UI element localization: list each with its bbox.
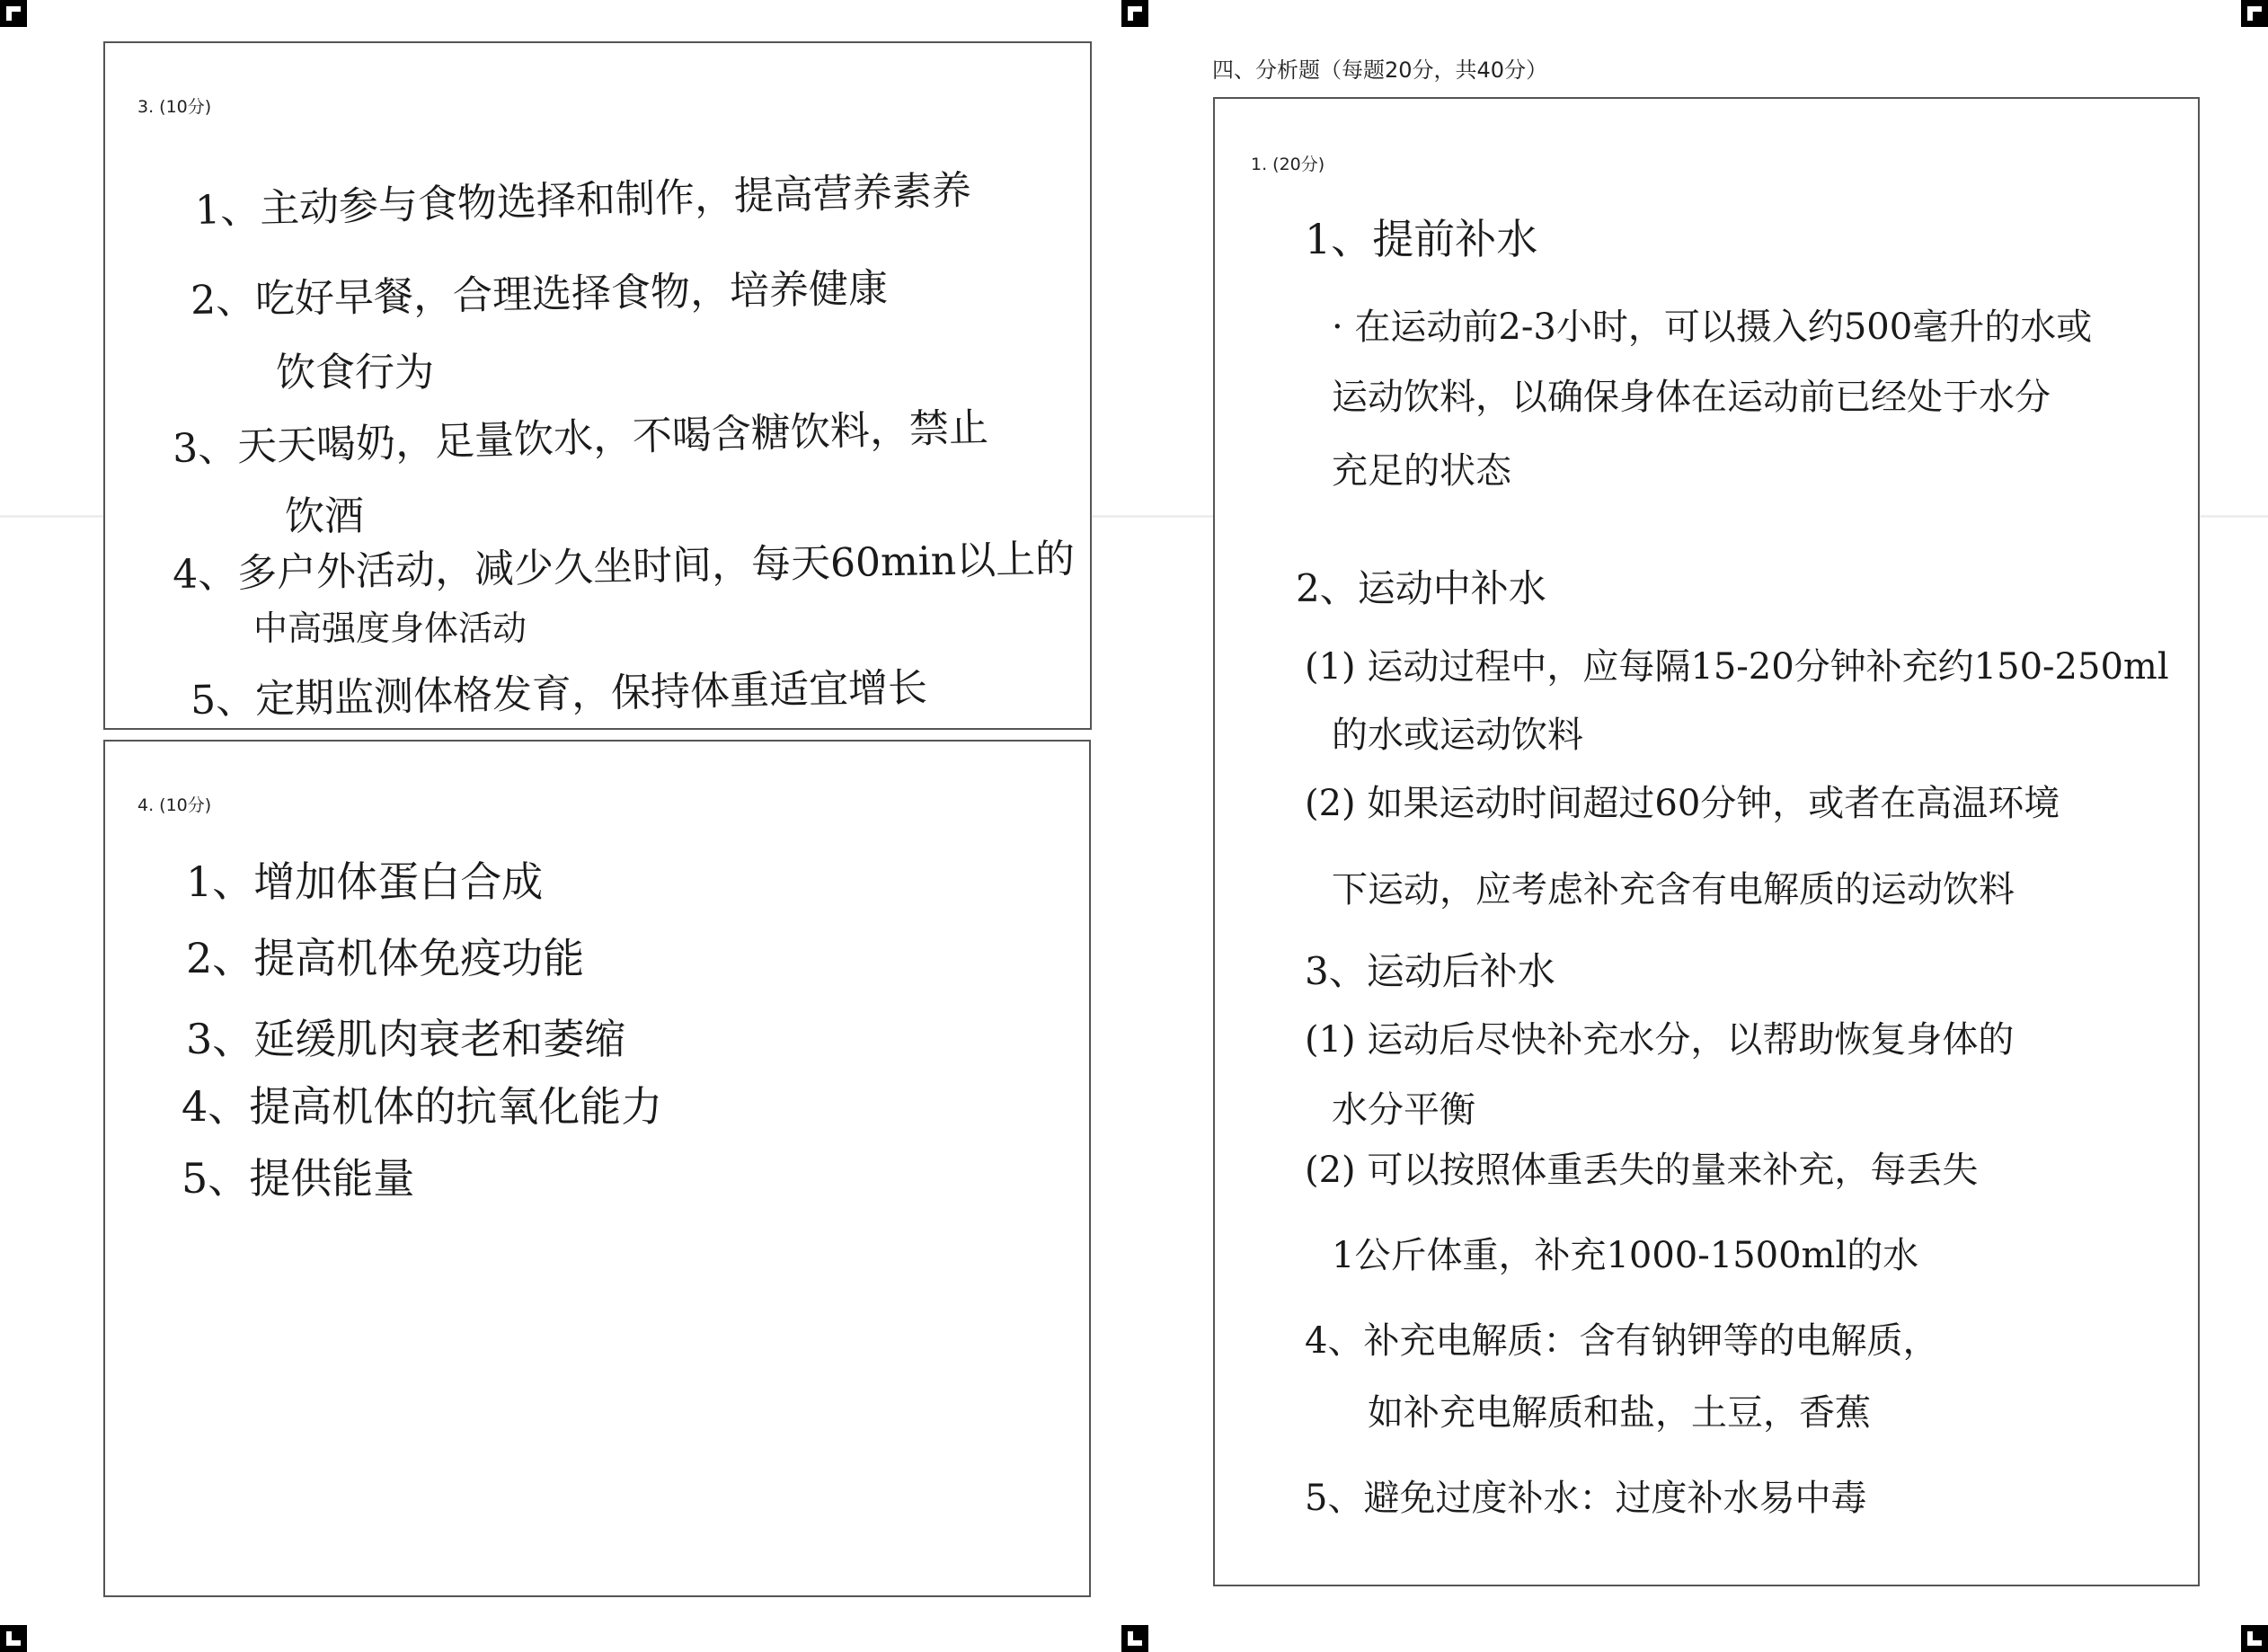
registration-marker-bottom-left [0, 1625, 27, 1652]
answer-line: 1、主动参与食物选择和制作，提高营养素养 [194, 167, 972, 234]
registration-marker-top-center [1121, 0, 1148, 27]
answer-line: (1) 运动后尽快补充水分，以帮助恢复身体的 [1305, 1019, 2015, 1061]
answer-line: 2、吃好早餐，合理选择食物，培养健康 [190, 265, 889, 324]
answer-line: · 在运动前2-3小时，可以摄入约500毫升的水或 [1332, 306, 2093, 348]
answer-line: 饮酒 [285, 493, 364, 539]
answer-line: 4、提高机体的抗氧化能力 [182, 1082, 663, 1131]
answer-line: 充足的状态 [1332, 450, 1511, 492]
answer-line: 1公斤体重，补充1000-1500ml的水 [1332, 1235, 1919, 1276]
answer-box-q3 [103, 41, 1092, 730]
question-label: 3. (10分) [137, 97, 212, 117]
answer-line: 饮食行为 [276, 350, 434, 395]
registration-marker-top-right [2241, 0, 2268, 27]
answer-line: 1、提前补水 [1305, 215, 1538, 263]
answer-line: (2) 可以按照体重丢失的量来补充，每丢失 [1305, 1150, 1979, 1191]
question-label: 4. (10分) [137, 795, 212, 815]
answer-line: 3、延缓肌肉衰老和萎缩 [186, 1015, 626, 1063]
registration-marker-top-left [0, 0, 27, 27]
section-title: 四、分析题（每题20分，共40分） [1212, 58, 1548, 83]
answer-line: 5、定期监测体格发育，保持体重适宜增长 [190, 664, 928, 724]
answer-line: 2、运动中补水 [1296, 566, 1546, 610]
registration-marker-bottom-right [2241, 1625, 2268, 1652]
answer-line: 4、多户外活动，减少久坐时间，每天60min以上的 [172, 536, 1076, 598]
answer-line: 1、增加体蛋白合成 [186, 857, 544, 906]
answer-line: 5、提供能量 [182, 1154, 415, 1203]
answer-box-q4 [103, 740, 1091, 1597]
answer-line: 中高强度身体活动 [253, 608, 527, 648]
answer-line: 4、补充电解质：含有钠钾等的电解质， [1305, 1320, 1939, 1362]
answer-line: 3、运动后补水 [1305, 949, 1555, 993]
answer-line: 下运动，应考虑补充含有电解质的运动饮料 [1332, 869, 2015, 910]
question-label: 1. (20分) [1251, 155, 1325, 174]
answer-line: 运动饮料，以确保身体在运动前已经处于水分 [1332, 377, 2051, 418]
answer-line: 水分平衡 [1332, 1089, 1475, 1131]
answer-box-q1 [1213, 97, 2200, 1586]
answer-line: 3、天天喝奶，足量饮水，不喝含糖饮料，禁止 [172, 404, 989, 472]
registration-marker-bottom-center [1121, 1625, 1148, 1652]
answer-line: 5、避免过度补水：过度补水易中毒 [1305, 1478, 1867, 1519]
answer-line: (1) 运动过程中，应每隔15-20分钟补充约150-250ml [1305, 646, 2169, 688]
answer-line: 2、提高机体免疫功能 [186, 934, 585, 982]
answer-line: 如补充电解质和盐，土豆，香蕉 [1368, 1392, 1871, 1434]
answer-line: 的水或运动饮料 [1332, 715, 1583, 756]
answer-line: (2) 如果运动时间超过60分钟，或者在高温环境 [1305, 783, 2060, 824]
